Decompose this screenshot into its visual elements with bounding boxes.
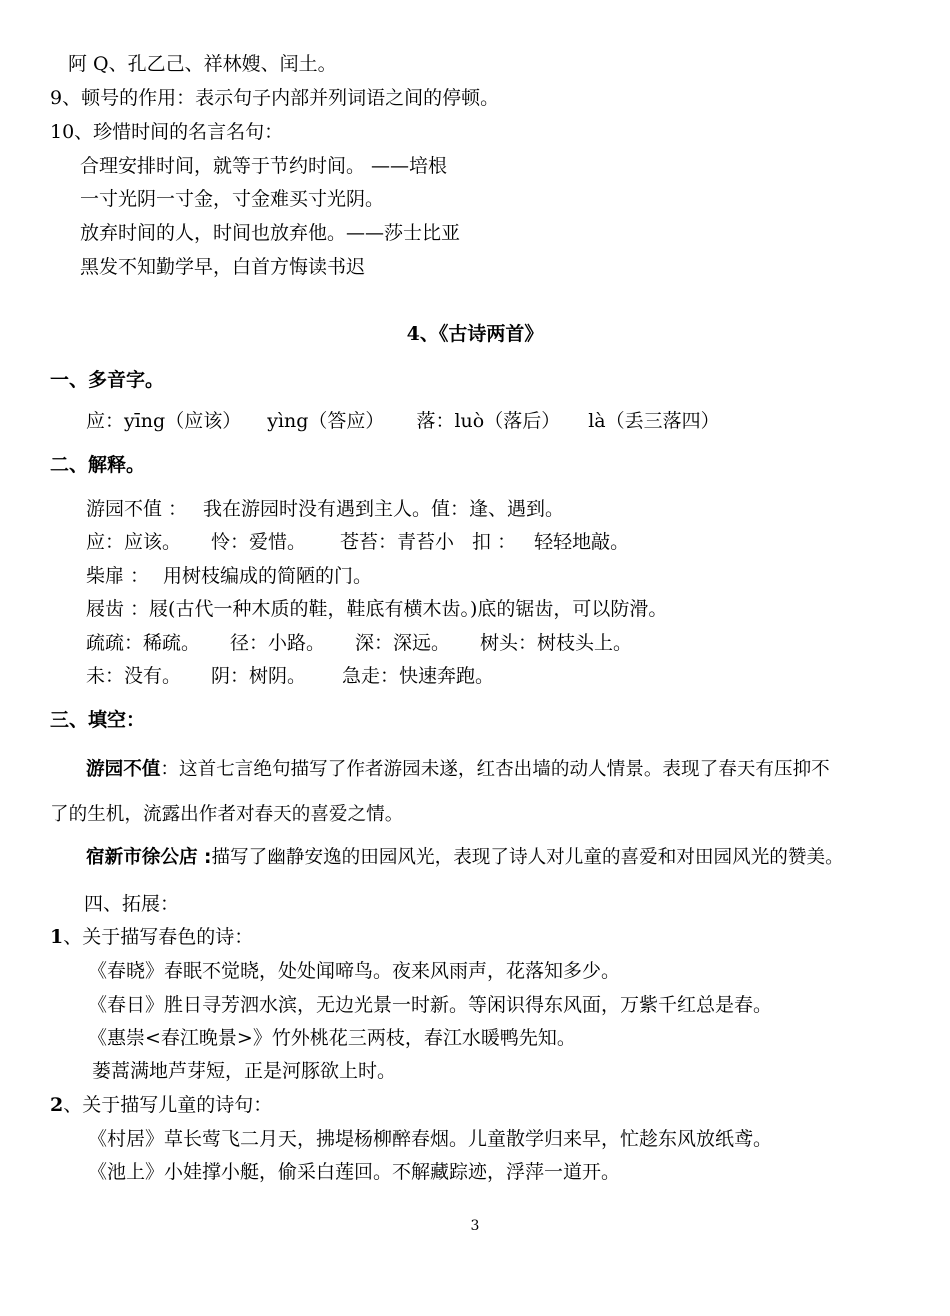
fill-paragraph bbox=[86, 846, 844, 870]
quote-line: 一寸光阴一寸金，寸金难买寸光阴。 bbox=[80, 188, 385, 210]
list-continuation: 阿 Q、孔乙己、祥林嫂、闰土。 bbox=[68, 53, 337, 75]
quote-line: 放弃时间的人，时间也放弃他。——莎士比亚 bbox=[80, 222, 461, 244]
section-heading: 一、多音字。 bbox=[50, 369, 165, 391]
explanation-line bbox=[86, 664, 494, 688]
explanation-line bbox=[86, 631, 632, 655]
poem-name: 游园不值 bbox=[86, 759, 161, 780]
term: 扣 ： bbox=[472, 531, 517, 553]
poem-line: 《春晓》春眠不觉晓，处处闻啼鸟。夜来风雨声，花落知多少。 bbox=[88, 960, 621, 982]
item-text: 、关于描写春色的诗： bbox=[63, 926, 254, 948]
term: 柴扉 ： bbox=[86, 565, 150, 587]
polyphone-item: 应：yīng（应该） bbox=[86, 410, 242, 432]
definition: 轻轻地敲。 bbox=[534, 531, 630, 553]
poem-line: 《村居》草长莺飞二月天，拂堤杨柳醉春烟。儿童散学归来早，忙趁东风放纸鸢。 bbox=[88, 1128, 773, 1150]
quote-line: 黑发不知勤学早，白首方悔读书迟 bbox=[80, 256, 366, 278]
poem-line: 《春日》胜日寻芳泗水滨，无边光景一时新。等闲识得东风面，万紫千红总是春。 bbox=[88, 994, 773, 1016]
quote-line: 合理安排时间，就等于节约时间。 ——培根 bbox=[80, 155, 448, 177]
term: 树头：树枝头上。 bbox=[480, 632, 633, 654]
polyphone-line bbox=[86, 409, 720, 433]
extension-item bbox=[50, 925, 253, 949]
explanation-line bbox=[86, 564, 372, 588]
term: 阴：树阴。 bbox=[211, 665, 307, 687]
polyphone-item: 落：luò（落后） bbox=[416, 410, 561, 432]
term: 怜：爱惜。 bbox=[211, 531, 307, 553]
term: 疏疏：稀疏。 bbox=[86, 632, 201, 654]
item-text: 、关于描写儿童的诗句： bbox=[63, 1094, 273, 1116]
polyphone-item: là（丢三落四） bbox=[588, 410, 720, 432]
explanation-line bbox=[86, 530, 629, 554]
term: 深：深远。 bbox=[355, 632, 451, 654]
lesson-title: 4、《古诗两首》 bbox=[406, 323, 544, 345]
list-item-9: 9、顿号的作用：表示句子内部并列词语之间的停顿。 bbox=[50, 87, 500, 109]
term: 径：小路。 bbox=[230, 632, 326, 654]
paragraph-text: ：这首七言绝句描写了作者游园未遂，红杏出墙的动人情景。表现了春天有压抑不 bbox=[160, 759, 830, 780]
fill-paragraph bbox=[86, 758, 830, 782]
item-number: 2 bbox=[50, 1094, 64, 1116]
extension-item bbox=[50, 1093, 272, 1117]
poem-line: 《惠崇<春江晚景>》竹外桃花三两枝，春江水暖鸭先知。 bbox=[88, 1027, 576, 1049]
term: 急走：快速奔跑。 bbox=[342, 665, 495, 687]
list-item-10: 10、珍惜时间的名言名句： bbox=[50, 121, 284, 143]
poem-line: 《池上》小娃撑小艇，偷采白莲回。不解藏踪迹，浮萍一道开。 bbox=[88, 1161, 621, 1183]
term: 应：应该。 bbox=[86, 531, 182, 553]
poem-line: 蒌蒿满地芦芽短，正是河豚欲上时。 bbox=[92, 1060, 397, 1082]
item-number: 1 bbox=[50, 926, 64, 948]
term: 未：没有。 bbox=[86, 665, 182, 687]
term: 游园不值 ： bbox=[86, 498, 188, 520]
section-heading: 三、填空： bbox=[50, 709, 146, 731]
polyphone-item: yìng（答应） bbox=[267, 410, 385, 432]
section-heading: 二、解释。 bbox=[50, 454, 146, 476]
term: 苍苔：青苔小 bbox=[340, 531, 455, 553]
definition: 用树枝编成的简陋的门。 bbox=[163, 565, 373, 587]
page-number: 3 bbox=[470, 1218, 480, 1234]
explanation-line: 屐齿 ：屐(古代一种木质的鞋，鞋底有横木齿。)底的锯齿，可以防滑。 bbox=[86, 598, 668, 620]
definition: 我在游园时没有遇到主人。值：逢、遇到。 bbox=[203, 498, 565, 520]
paragraph-text: 描写了幽静安逸的田园风光，表现了诗人对儿童的喜爱和对田园风光的赞美。 bbox=[211, 847, 844, 868]
explanation-line bbox=[86, 497, 564, 521]
poem-name: 宿新市徐公店 : bbox=[86, 847, 212, 868]
section-heading: 四、拓展： bbox=[84, 893, 180, 915]
paragraph-continuation: 了的生机，流露出作者对春天的喜爱之情。 bbox=[50, 804, 404, 825]
